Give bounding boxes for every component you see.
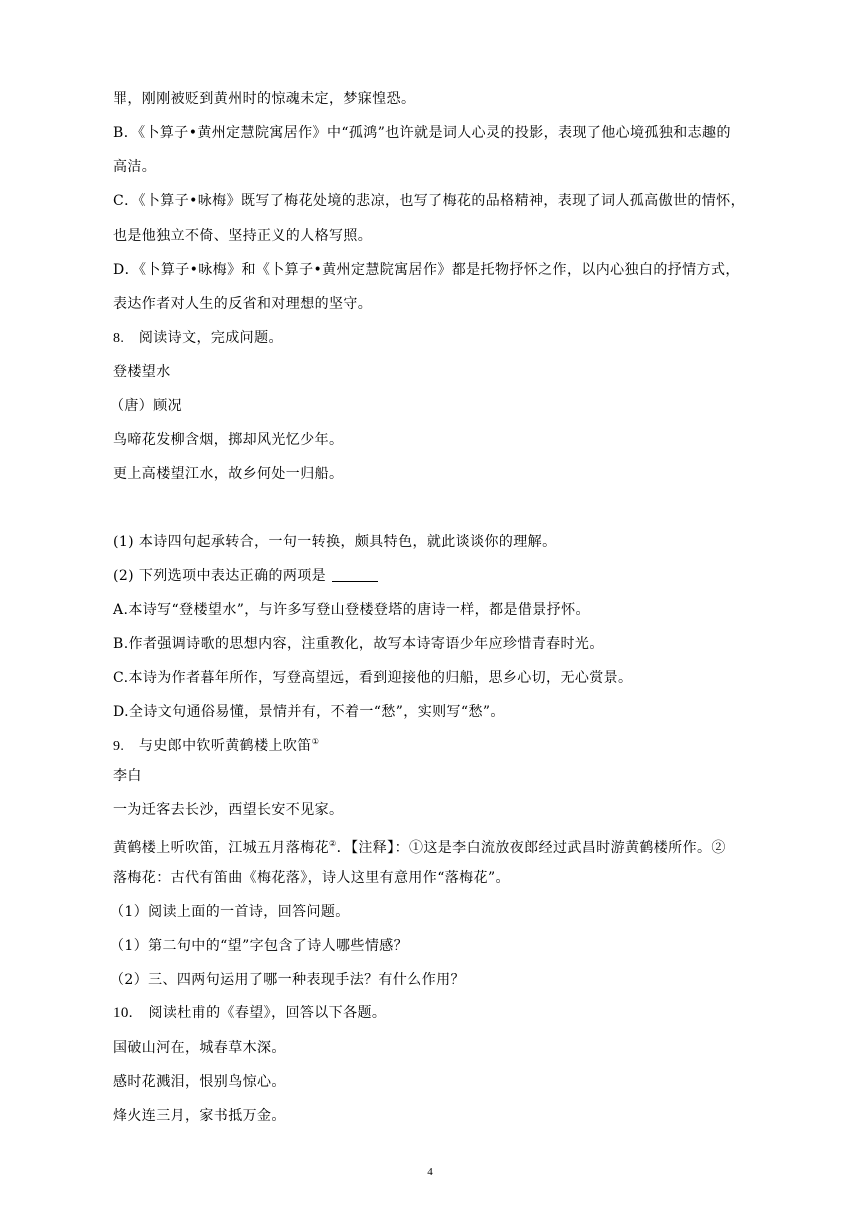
question-text: 阅读杜甫的《春望》，回答以下各题。 — [148, 1005, 387, 1021]
sub-question-1b: （1）第二句中的“望”字包含了诗人哪些情感？ — [110, 938, 409, 954]
option-a: A.本诗写“登楼望水”，与许多写登山登楼登塔的唐诗一样，都是借景抒怀。 — [113, 602, 590, 618]
question-10-heading — [113, 1003, 386, 1022]
poem-line-text: 黄鹤楼上听吹笛，江城五月落梅花 — [113, 840, 329, 856]
annotation-text: 落梅花：古代有笛曲《梅花落》，诗人这里有意用作“落梅花”。 — [113, 870, 510, 886]
poem-line: 更上高楼望江水，故乡何处一归船。 — [113, 466, 344, 482]
question-text: 阅读诗文，完成问题。 — [138, 330, 283, 346]
sub-question-1: （1）阅读上面的一首诗，回答问题。 — [110, 904, 350, 920]
question-number: 8. — [113, 331, 125, 346]
sub-question-1: (1) 本诗四句起承转合，一句一转换，颇具特色，就此谈谈你的理解。 — [113, 534, 557, 550]
page-number: 4 — [427, 1166, 433, 1178]
option-c: C.本诗为作者暮年所作，写登高望远，看到迎接他的归船，思乡心切，无心赏景。 — [113, 670, 633, 686]
question-9-heading — [113, 733, 319, 756]
option-d-q7: D．《卜算子•咏梅》和《卜算子•黄州定慧院寓居作》都是托物抒怀之作，以内心独白的抒情方式， — [113, 262, 740, 278]
sub-question-2: （2）三、四两句运用了哪一种表现手法？有什么作用？ — [110, 972, 465, 988]
question-number: 10. — [113, 1005, 133, 1021]
poem-line: 鸟啼花发柳含烟，掷却风光忆少年。 — [113, 432, 344, 448]
poem-author: 李白 — [113, 768, 142, 784]
option-c-q7: C．《卜算子•咏梅》既写了梅花处境的悲凉，也写了梅花的品格精神，表现了词人孤高傲世的情怀， — [113, 193, 745, 209]
poem-author: （唐）顾况 — [110, 398, 182, 414]
poem-line: 国破山河在，城春草木深。 — [113, 1040, 286, 1056]
footnote-marker: ② — [329, 839, 337, 848]
option-b-q7: B．《卜算子•黄州定慧院寓居作》中“孤鸿”也许就是词人心灵的投影，表现了他心境孤独和志趣的 — [113, 125, 731, 141]
question-text: 与史郎中钦听黄鹤楼上吹笛 — [138, 738, 312, 754]
footnote-marker: ① — [311, 737, 320, 746]
poem-line: 烽火连三月，家书抵万金。 — [113, 1108, 286, 1124]
poem-line: 感时花溅泪，恨别鸟惊心。 — [113, 1074, 286, 1090]
text-line: 也是他独立不倚、坚持正义的人格写照。 — [113, 228, 373, 244]
option-d: D.全诗文句通俗易懂，景情并有，不着一“愁”，实则写“愁”。 — [113, 704, 505, 720]
answer-blank — [332, 569, 378, 582]
sub-question-2 — [113, 567, 378, 585]
question-number: 9. — [113, 739, 125, 754]
text-line: 表达作者对人生的反省和对理想的坚守。 — [113, 296, 373, 312]
option-b: B.作者强调诗歌的思想内容，注重教化，故写本诗寄语少年应珍惜青春时光。 — [113, 636, 604, 652]
question-8-heading — [113, 329, 283, 348]
poem-line: 一为迁客去长沙，西望长安不见家。 — [113, 802, 344, 818]
text-line: 罪，刚刚被贬到黄州时的惊魂未定，梦寐惶恐。 — [113, 91, 416, 107]
poem-title: 登楼望水 — [113, 364, 171, 380]
annotation-text: ．【注释】：①这是李白流放夜郎经过武昌时游黄鹤楼所作。② — [336, 840, 726, 856]
poem-line-with-note — [113, 835, 726, 857]
text-line: 高洁。 — [113, 159, 157, 175]
sub-question-text: (2) 下列选项中表达正确的两项是 — [113, 568, 327, 584]
